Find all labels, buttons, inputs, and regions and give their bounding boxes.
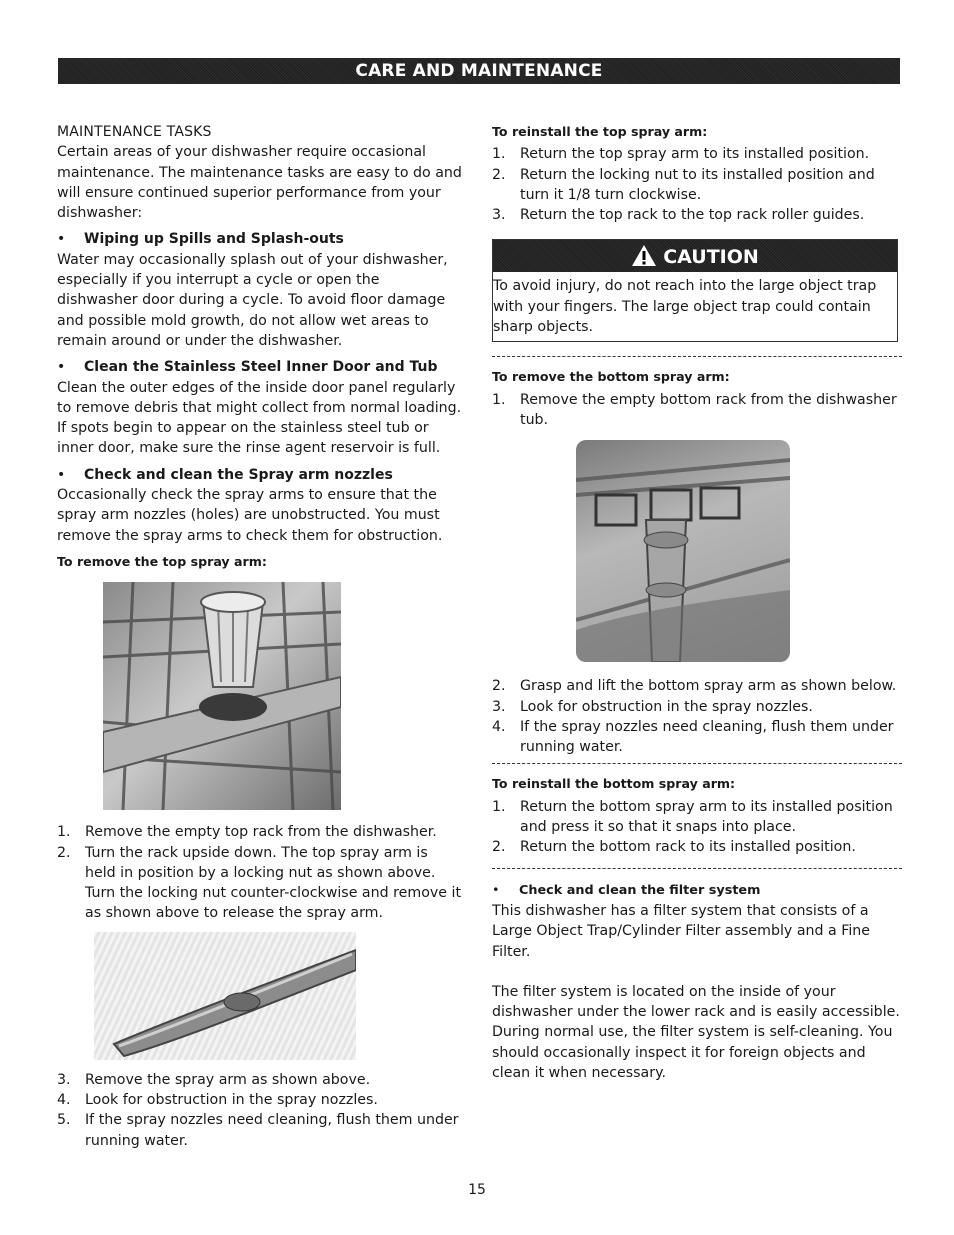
filter-system-text-2: The filter system is located on the inside of your dishwasher under the lower rack and is easily accessible. During normal use, the filter system is self-cleaning. You should occasionally inspect it for foreign objects and clean it when necessary. <box>492 983 900 1082</box>
right-column <box>492 122 902 1083</box>
caution-text: To avoid injury, do not reach into the large object trap with your fingers. The large object trap could contain sharp objects. <box>493 278 877 336</box>
caution-box <box>492 239 898 342</box>
divider <box>492 868 902 869</box>
caution-header <box>493 240 897 272</box>
bullet-stainless-heading: • Clean the Stainless Steel Inner Door and Tub <box>57 357 462 377</box>
reinstall-bottom-steps-list <box>492 797 902 858</box>
list-item: 2. Turn the rack upside down. The top spray arm is held in position by a locking nut as shown above. Turn the locking nut counter-clockwise and remove it as shown above to release the spray arm. <box>57 844 462 922</box>
filter-system-text-1: This dishwasher has a filter system that consists of a Large Object Trap/Cylinder Filter assembly and a Fine Filter. <box>492 902 871 960</box>
divider <box>492 356 902 357</box>
intro-paragraph: Certain areas of your dishwasher require occasional maintenance. The maintenance tasks are easy to do and will ensure continued superior performance from your dishwasher: <box>57 144 462 222</box>
list-item: 3. Return the top rack to the top rack roller guides. <box>492 207 865 224</box>
page-number: 15 <box>468 1182 486 1198</box>
spray-arm-photo <box>94 932 356 1060</box>
remove-top-spray-arm-heading: To remove the top spray arm: <box>57 553 267 569</box>
reinstall-bottom-spray-arm-heading: To reinstall the bottom spray arm: <box>492 776 736 792</box>
bullet-spills-text: Water may occasionally splash out of your dishwasher, especially if you interrupt a cycle or open the dishwasher door during a cycle. To avoid floor damage and possible mold growth, do not allow wet areas to remain around or under the dishwasher. <box>57 251 448 349</box>
remove-top-steps-list-2 <box>57 1070 462 1151</box>
list-item: 1. Return the top spray arm to its installed position. <box>492 146 870 163</box>
remove-top-steps-list <box>57 822 462 923</box>
top-spray-arm-photo <box>103 582 341 810</box>
bullet-spray-arm-heading: • Check and clean the Spray arm nozzles <box>57 465 462 485</box>
reinstall-top-spray-arm-heading: To reinstall the top spray arm: <box>492 124 708 139</box>
list-item: 1. Return the bottom spray arm to its installed position and press it so that it snaps into place. <box>492 798 893 836</box>
reinstall-top-steps-list <box>492 144 902 225</box>
remove-bottom-steps-list <box>492 390 902 431</box>
list-item: 2. Return the bottom rack to its installed position. <box>492 839 856 856</box>
list-item: 2. Return the locking nut to its installed position and turn it 1/8 turn clockwise. <box>492 166 875 203</box>
caution-title: CAUTION <box>663 246 759 269</box>
list-item: 2. Grasp and lift the bottom spray arm as shown below. <box>492 678 897 695</box>
remove-bottom-spray-arm-heading: To remove the bottom spray arm: <box>492 369 730 385</box>
list-item: 1. Remove the empty top rack from the dishwasher. <box>57 824 437 841</box>
list-item: 1. Remove the empty bottom rack from the dishwasher tub. <box>492 391 897 428</box>
bullet-spray-arm-text: Occasionally check the spray arms to ensure that the spray arm nozzles (holes) are unobstructed. You must remove the spray arms to check them for obstruction. <box>57 487 443 544</box>
filter-system-heading: • Check and clean the filter system <box>492 881 902 901</box>
left-column <box>57 122 462 1151</box>
list-item: 4. If the spray nozzles need cleaning, flush them under running water. <box>492 718 894 756</box>
warning-triangle-icon <box>631 244 657 278</box>
list-item: 3. Remove the spray arm as shown above. <box>57 1071 371 1088</box>
list-item: 4. Look for obstruction in the spray nozzles. <box>57 1092 378 1109</box>
remove-bottom-steps-list-2 <box>492 676 902 757</box>
bullet-stainless-text: Clean the outer edges of the inside door panel regularly to remove debris that might collect from normal loading. If spots begin to appear on the stainless steel tub or inner door, make sure the rinse agent reservoir is full. <box>57 379 462 457</box>
bullet-spills-heading: • Wiping up Spills and Splash-outs <box>57 229 462 249</box>
divider <box>492 763 902 764</box>
section-banner: CARE AND MAINTENANCE <box>58 58 900 84</box>
list-item: 3. Look for obstruction in the spray nozzles. <box>492 698 813 715</box>
maintenance-tasks-heading: MAINTENANCE TASKS <box>57 124 212 140</box>
list-item: 5. If the spray nozzles need cleaning, flush them under running water. <box>57 1112 459 1149</box>
bottom-spray-arm-photo <box>576 440 790 662</box>
